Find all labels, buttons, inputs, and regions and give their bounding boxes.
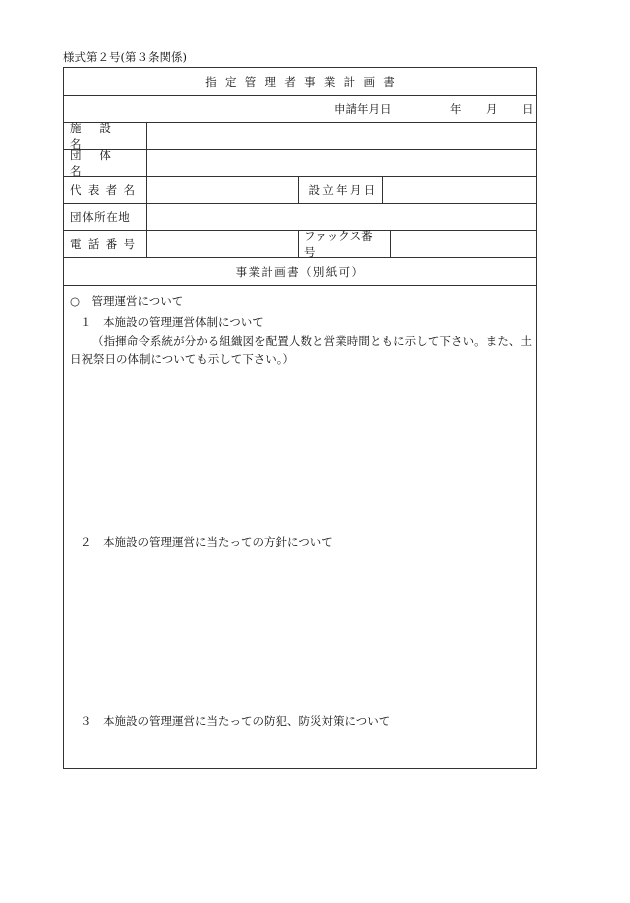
item-3-label: ３ 本施設の管理運営に当たっての防犯、防災対策について — [80, 714, 391, 728]
facility-name-label — [70, 123, 144, 149]
fax-number-label: ファックス番号 — [304, 229, 373, 259]
application-date-row — [64, 96, 536, 123]
organization-name-text: 団体名 — [70, 148, 129, 178]
title-row — [64, 68, 536, 96]
divider — [390, 231, 391, 257]
phone-fax-row — [64, 231, 536, 258]
facility-name-text: 施設名 — [70, 121, 129, 151]
established-date-text: 設立年月日 — [308, 183, 378, 197]
item-2-label: ２ 本施設の管理運営に当たっての方針について — [80, 535, 333, 549]
plan-section-heading: ○ 管理運営について — [70, 294, 184, 308]
representative-name-text: 代表者名 — [70, 183, 142, 197]
day-label: 日 — [522, 102, 534, 116]
organization-address-text: 団体所在地 — [70, 210, 131, 224]
representative-name-label — [70, 177, 144, 203]
divider — [146, 123, 147, 149]
organization-address-label — [70, 204, 144, 230]
item-1-label: １ 本施設の管理運営体制について — [80, 315, 264, 329]
divider — [146, 177, 147, 203]
divider — [298, 231, 299, 257]
application-date-label: 申請年月日 — [334, 102, 392, 116]
item-1-note: （指揮命令系統が分かる組織図を配置人数と営業時間ともに示して下さい。また、土日祝祭日の体制についても示して下さい。） — [70, 334, 532, 366]
divider — [146, 204, 147, 230]
divider — [146, 150, 147, 176]
form-number: 様式第２号(第３条関係) — [63, 50, 187, 64]
organization-name-row — [64, 150, 536, 177]
divider — [382, 177, 383, 203]
business-plan-form — [63, 67, 537, 769]
form-title: 指定管理者事業計画書 — [205, 74, 404, 89]
facility-name-row — [64, 123, 536, 150]
plan-section-title: 事業計画書（別紙可） — [235, 264, 365, 279]
organization-name-label — [70, 150, 144, 176]
plan-section-title-row — [64, 258, 536, 286]
divider — [298, 177, 299, 203]
phone-number-label — [70, 231, 144, 257]
year-label: 年 — [450, 102, 462, 116]
organization-address-row — [64, 204, 536, 231]
representative-row — [64, 177, 536, 204]
month-label: 月 — [486, 102, 498, 116]
phone-number-text: 電話番号 — [70, 237, 142, 251]
divider — [146, 231, 147, 257]
established-date-label — [304, 177, 382, 203]
